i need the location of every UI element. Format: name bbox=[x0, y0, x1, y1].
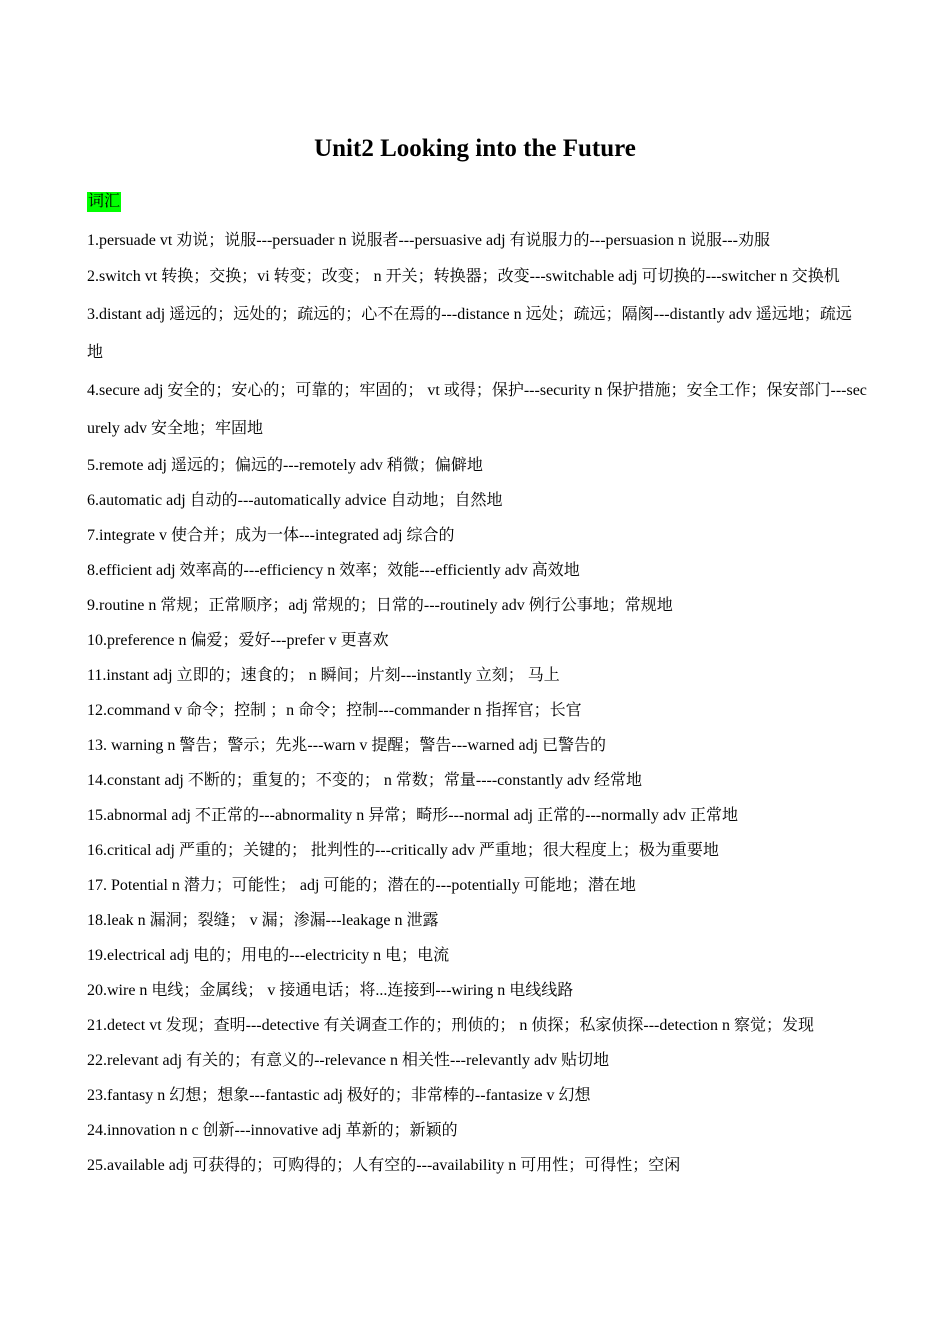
vocabulary-entry: 20.wire n 电线；金属线； v 接通电话；将...连接到---wiring n 电线线路 bbox=[87, 982, 574, 999]
vocabulary-entry: 11.instant adj 立即的；速食的； n 瞬间；片刻---instantly 立刻； 马上 bbox=[87, 667, 560, 684]
vocabulary-entry: 13. warning n 警告；警示；先兆---warn v 提醒；警告---warned adj 已警告的 bbox=[87, 737, 607, 754]
vocabulary-entry: 16.critical adj 严重的；关键的； 批判性的---critically adv 严重地；很大程度上；极为重要地 bbox=[87, 842, 719, 859]
vocabulary-entry: 12.command v 命令；控制 ；n 命令；控制---commander n 指挥官；长官 bbox=[87, 702, 582, 719]
vocabulary-entry: 3.distant adj 遥远的；远处的；疏远的；心不在焉的---distance n 远处；疏远；隔阂---distantly adv 遥远地；疏远地 bbox=[87, 306, 852, 361]
vocabulary-entry: 4.secure adj 安全的；安心的；可靠的；牢固的； vt 或得；保护---security n 保护措施；安全工作；保安部门---securely adv 安全地；牢固地 bbox=[87, 382, 867, 437]
vocabulary-entry: 17. Potential n 潜力；可能性； adj 可能的；潜在的---potentially 可能地；潜在地 bbox=[87, 877, 636, 894]
page-title: Unit2 Looking into the Future bbox=[314, 135, 636, 162]
vocabulary-entry: 7.integrate v 使合并；成为一体---integrated adj 综合的 bbox=[87, 527, 455, 544]
vocabulary-entry: 8.efficient adj 效率高的---efficiency n 效率；效能---efficiently adv 高效地 bbox=[87, 562, 580, 579]
vocabulary-entry: 2.switch vt 转换；交换；vi 转变；改变； n 开关；转换器；改变---switchable adj 可切换的---switcher n 交换机 bbox=[87, 268, 840, 285]
vocabulary-entry: 10.preference n 偏爱；爱好---prefer v 更喜欢 bbox=[87, 632, 389, 649]
vocabulary-entry: 18.leak n 漏洞；裂缝； v 漏；渗漏---leakage n 泄露 bbox=[87, 912, 439, 929]
vocabulary-entry: 15.abnormal adj 不正常的---abnormality n 异常；畸形---normal adj 正常的---normally adv 正常地 bbox=[87, 807, 738, 824]
vocabulary-entry: 22.relevant adj 有关的；有意义的--relevance n 相关性---relevantly adv 贴切地 bbox=[87, 1052, 610, 1069]
vocabulary-entry: 23.fantasy n 幻想；想象---fantastic adj 极好的；非常棒的--fantasize v 幻想 bbox=[87, 1087, 591, 1104]
vocabulary-entry: 9.routine n 常规；正常顺序；adj 常规的；日常的---routinely adv 例行公事地；常规地 bbox=[87, 597, 673, 614]
section-label-vocabulary: 词汇 bbox=[88, 193, 121, 210]
vocabulary-entry: 25.available adj 可获得的；可购得的；人有空的---availability n 可用性；可得性；空闲 bbox=[87, 1157, 681, 1174]
vocabulary-entry: 21.detect vt 发现；查明---detective 有关调查工作的；刑侦的； n 侦探；私家侦探---detection n 察觉；发现 bbox=[87, 1017, 814, 1034]
vocabulary-entry: 14.constant adj 不断的；重复的；不变的； n 常数；常量----constantly adv 经常地 bbox=[87, 772, 643, 789]
vocabulary-entry: 5.remote adj 遥远的；偏远的---remotely adv 稍微；偏僻地 bbox=[87, 457, 483, 474]
vocabulary-entry: 6.automatic adj 自动的---automatically advice 自动地；自然地 bbox=[87, 492, 503, 509]
vocabulary-entry: 24.innovation n c 创新---innovative adj 革新的；新颖的 bbox=[87, 1122, 458, 1139]
vocabulary-list bbox=[87, 223, 867, 1183]
vocabulary-entry: 1.persuade vt 劝说；说服---persuader n 说服者---persuasive adj 有说服力的---persuasion n 说服---劝服 bbox=[87, 232, 770, 249]
vocabulary-entry: 19.electrical adj 电的；用电的---electricity n 电；电流 bbox=[87, 947, 450, 964]
